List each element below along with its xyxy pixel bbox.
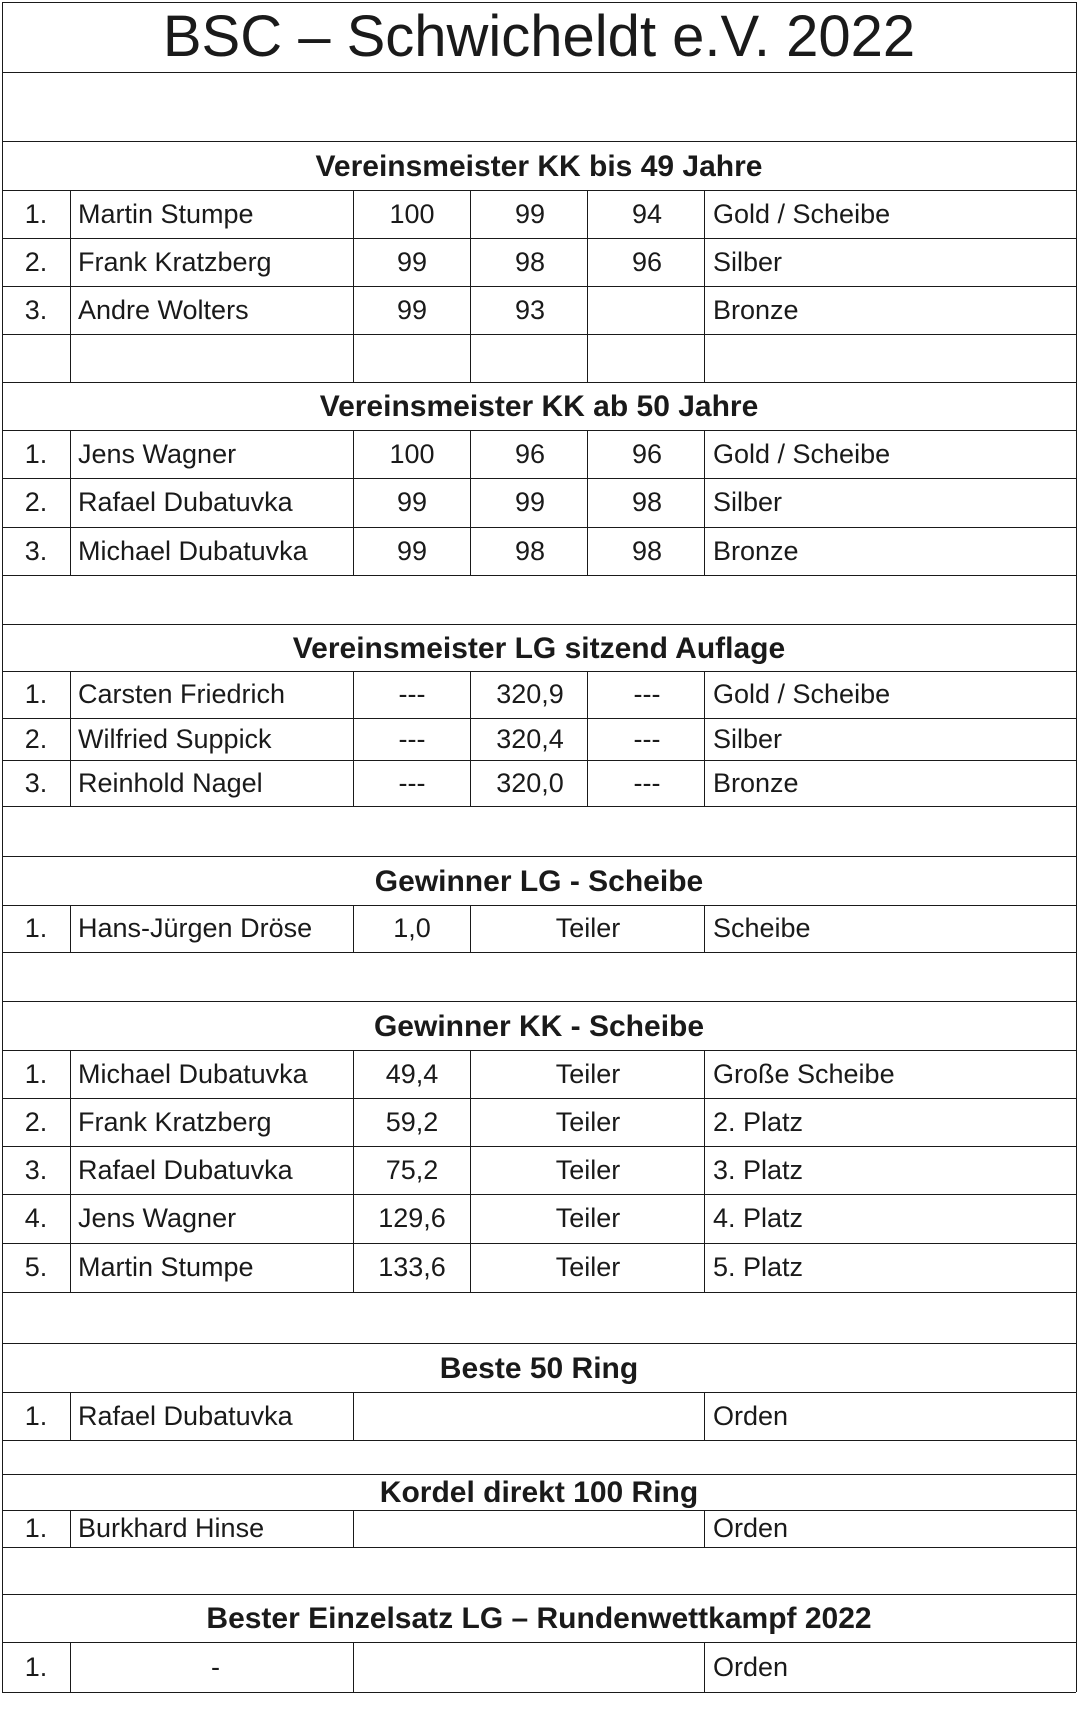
award-cell: 5. Platz <box>713 1252 804 1282</box>
score-3-cell: --- <box>633 723 661 754</box>
rank-cell: 1. <box>24 1058 48 1089</box>
award-cell: 3. Platz <box>713 1154 804 1185</box>
teiler-type-cell: Teiler <box>555 913 621 943</box>
rank-cell: 1. <box>24 438 48 469</box>
name-cell: Frank Kratzberg <box>78 1106 272 1137</box>
award-cell: Bronze <box>713 535 799 566</box>
row-divider <box>2 1001 1076 1002</box>
row-divider <box>2 478 1076 479</box>
award-cell: Silber <box>713 246 783 277</box>
score-1-cell: 100 <box>389 198 435 229</box>
row-divider <box>2 760 1076 761</box>
score-1-cell: 100 <box>389 438 435 469</box>
section-heading: Vereinsmeister KK bis 49 Jahre <box>315 149 763 183</box>
column-divider <box>1076 2 1077 1692</box>
row-divider <box>2 527 1076 528</box>
section-heading: Beste 50 Ring <box>439 1351 639 1385</box>
column-divider <box>70 1050 71 1292</box>
row-divider <box>2 1510 1076 1511</box>
teiler-value-cell: 1,0 <box>393 913 431 943</box>
score-2-cell: 96 <box>514 438 546 469</box>
row-divider <box>2 952 1076 953</box>
award-cell: Gold / Scheibe <box>713 198 891 229</box>
score-2-cell: 99 <box>514 487 546 517</box>
column-divider <box>353 671 354 806</box>
teiler-value-cell: 133,6 <box>378 1252 446 1282</box>
column-divider <box>70 430 71 575</box>
score-3-cell: 94 <box>631 198 663 229</box>
row-divider <box>2 905 1076 906</box>
teiler-value-cell: 75,2 <box>385 1154 439 1185</box>
award-cell: 2. Platz <box>713 1106 804 1137</box>
row-divider <box>2 671 1076 672</box>
name-cell: Frank Kratzberg <box>78 246 272 277</box>
row-divider <box>2 1146 1076 1147</box>
row-divider <box>2 1343 1076 1344</box>
column-divider <box>353 1510 354 1547</box>
column-divider <box>704 430 705 575</box>
name-cell: Jens Wagner <box>78 438 237 469</box>
name-cell: Michael Dubatuvka <box>78 1058 308 1089</box>
column-divider <box>587 430 588 575</box>
row-divider <box>2 1594 1076 1595</box>
award-cell: Große Scheibe <box>713 1058 895 1089</box>
award-cell: Orden <box>713 1651 789 1682</box>
score-3-cell: 98 <box>631 535 663 566</box>
award-cell: 4. Platz <box>713 1203 804 1233</box>
row-divider <box>2 1194 1076 1195</box>
score-2-cell: 320,4 <box>496 723 564 754</box>
score-3-cell: --- <box>633 679 661 709</box>
row-divider <box>2 2 1076 3</box>
row-divider <box>2 141 1076 142</box>
score-1-cell: --- <box>398 767 426 798</box>
section-heading: Bester Einzelsatz LG – Rundenwettkampf 2022 <box>206 1602 872 1635</box>
row-divider <box>2 1692 1076 1693</box>
column-divider <box>704 671 705 806</box>
column-divider <box>470 671 471 806</box>
row-divider <box>2 624 1076 625</box>
row-divider <box>2 286 1076 287</box>
score-1-cell: 99 <box>396 487 428 517</box>
rank-cell: 2. <box>24 487 48 517</box>
column-divider <box>353 430 354 575</box>
column-divider <box>353 905 354 952</box>
score-2-cell: 99 <box>514 198 546 229</box>
row-divider <box>2 1474 1076 1475</box>
row-divider <box>2 382 1076 383</box>
rank-cell: 5. <box>24 1252 48 1282</box>
score-1-cell: --- <box>398 723 426 754</box>
teiler-value-cell: 49,4 <box>385 1058 439 1089</box>
column-divider <box>353 1392 354 1440</box>
score-1-cell: --- <box>398 679 426 709</box>
name-cell: Hans-Jürgen Dröse <box>78 913 313 943</box>
score-2-cell: 320,9 <box>496 679 564 709</box>
section-heading: Gewinner LG - Scheibe <box>374 864 704 898</box>
row-divider <box>2 1050 1076 1051</box>
section-heading: Vereinsmeister KK ab 50 Jahre <box>319 390 759 423</box>
award-cell: Bronze <box>713 294 799 325</box>
column-divider <box>353 1050 354 1292</box>
column-divider <box>353 190 354 382</box>
name-cell: Martin Stumpe <box>78 1252 254 1282</box>
column-divider <box>70 905 71 952</box>
column-divider <box>470 190 471 382</box>
column-divider <box>704 190 705 382</box>
column-divider <box>70 190 71 382</box>
award-cell: Gold / Scheibe <box>713 438 891 469</box>
score-1-cell: 99 <box>396 535 428 566</box>
award-cell: Orden <box>713 1513 789 1543</box>
rank-cell: 1. <box>24 1400 48 1431</box>
section-heading: Gewinner KK - Scheibe <box>373 1009 705 1043</box>
teiler-value-cell: 59,2 <box>385 1106 439 1137</box>
rank-cell: 1. <box>24 679 48 709</box>
column-divider <box>470 430 471 575</box>
score-1-cell: 99 <box>396 246 428 277</box>
rank-cell: 2. <box>24 246 48 277</box>
rank-cell: 1. <box>24 198 48 229</box>
row-divider <box>2 238 1076 239</box>
row-divider <box>2 718 1076 719</box>
name-cell: Michael Dubatuvka <box>78 535 308 566</box>
row-divider <box>2 430 1076 431</box>
name-cell: Rafael Dubatuvka <box>78 1400 293 1431</box>
teiler-value-cell: 129,6 <box>378 1203 446 1233</box>
column-divider <box>70 1642 71 1692</box>
column-divider <box>704 1642 705 1692</box>
award-cell: Scheibe <box>713 913 811 943</box>
name-cell: Burkhard Hinse <box>78 1513 265 1543</box>
row-divider <box>2 856 1076 857</box>
score-3-cell: 96 <box>631 246 663 277</box>
column-divider <box>70 671 71 806</box>
score-3-cell: --- <box>633 767 661 798</box>
column-divider <box>704 1050 705 1292</box>
row-divider <box>2 1547 1076 1548</box>
award-cell: Gold / Scheibe <box>713 679 891 709</box>
rank-cell: 2. <box>24 723 48 754</box>
column-divider <box>70 1392 71 1440</box>
name-cell: - <box>211 1651 220 1682</box>
row-divider <box>2 190 1076 191</box>
name-cell: Carsten Friedrich <box>78 679 286 709</box>
name-cell: Andre Wolters <box>78 294 249 325</box>
column-divider <box>704 905 705 952</box>
column-divider <box>587 671 588 806</box>
award-cell: Orden <box>713 1400 789 1431</box>
name-cell: Reinhold Nagel <box>78 767 263 798</box>
teiler-type-cell: Teiler <box>555 1252 621 1282</box>
row-divider <box>2 575 1076 576</box>
section-heading: Kordel direkt 100 Ring <box>379 1476 699 1509</box>
score-2-cell: 320,0 <box>496 767 564 798</box>
score-2-cell: 98 <box>514 246 546 277</box>
column-divider <box>2 2 3 1692</box>
row-divider <box>2 806 1076 807</box>
column-divider <box>70 1510 71 1547</box>
teiler-type-cell: Teiler <box>555 1106 621 1137</box>
column-divider <box>587 190 588 382</box>
column-divider <box>704 1510 705 1547</box>
rank-cell: 1. <box>24 913 48 943</box>
row-divider <box>2 334 1076 335</box>
score-3-cell: 98 <box>631 487 663 517</box>
score-2-cell: 93 <box>514 294 546 325</box>
row-divider <box>2 1098 1076 1099</box>
score-1-cell: 99 <box>396 294 428 325</box>
rank-cell: 3. <box>24 767 48 798</box>
row-divider <box>2 1440 1076 1441</box>
column-divider <box>470 905 471 952</box>
row-divider <box>2 1243 1076 1244</box>
award-cell: Silber <box>713 487 783 517</box>
rank-cell: 3. <box>24 1154 48 1185</box>
rank-cell: 3. <box>24 294 48 325</box>
name-cell: Rafael Dubatuvka <box>78 487 293 517</box>
row-divider <box>2 1392 1076 1393</box>
column-divider <box>704 1392 705 1440</box>
rank-cell: 4. <box>24 1203 48 1233</box>
rank-cell: 3. <box>24 535 48 566</box>
name-cell: Wilfried Suppick <box>78 723 272 754</box>
score-3-cell: 96 <box>631 438 663 469</box>
teiler-type-cell: Teiler <box>555 1203 621 1233</box>
section-heading: Vereinsmeister LG sitzend Auflage <box>292 631 786 665</box>
rank-cell: 1. <box>24 1651 48 1682</box>
award-cell: Silber <box>713 723 783 754</box>
award-cell: Bronze <box>713 767 799 798</box>
score-2-cell: 98 <box>514 535 546 566</box>
row-divider <box>2 1642 1076 1643</box>
teiler-type-cell: Teiler <box>555 1058 621 1089</box>
rank-cell: 1. <box>24 1513 48 1543</box>
teiler-type-cell: Teiler <box>555 1154 621 1185</box>
column-divider <box>353 1642 354 1692</box>
name-cell: Rafael Dubatuvka <box>78 1154 293 1185</box>
row-divider <box>2 72 1076 73</box>
row-divider <box>2 1292 1076 1293</box>
rank-cell: 2. <box>24 1106 48 1137</box>
page-title: BSC – Schwicheldt e.V. 2022 <box>162 4 916 69</box>
name-cell: Martin Stumpe <box>78 198 254 229</box>
name-cell: Jens Wagner <box>78 1203 237 1233</box>
column-divider <box>470 1050 471 1292</box>
